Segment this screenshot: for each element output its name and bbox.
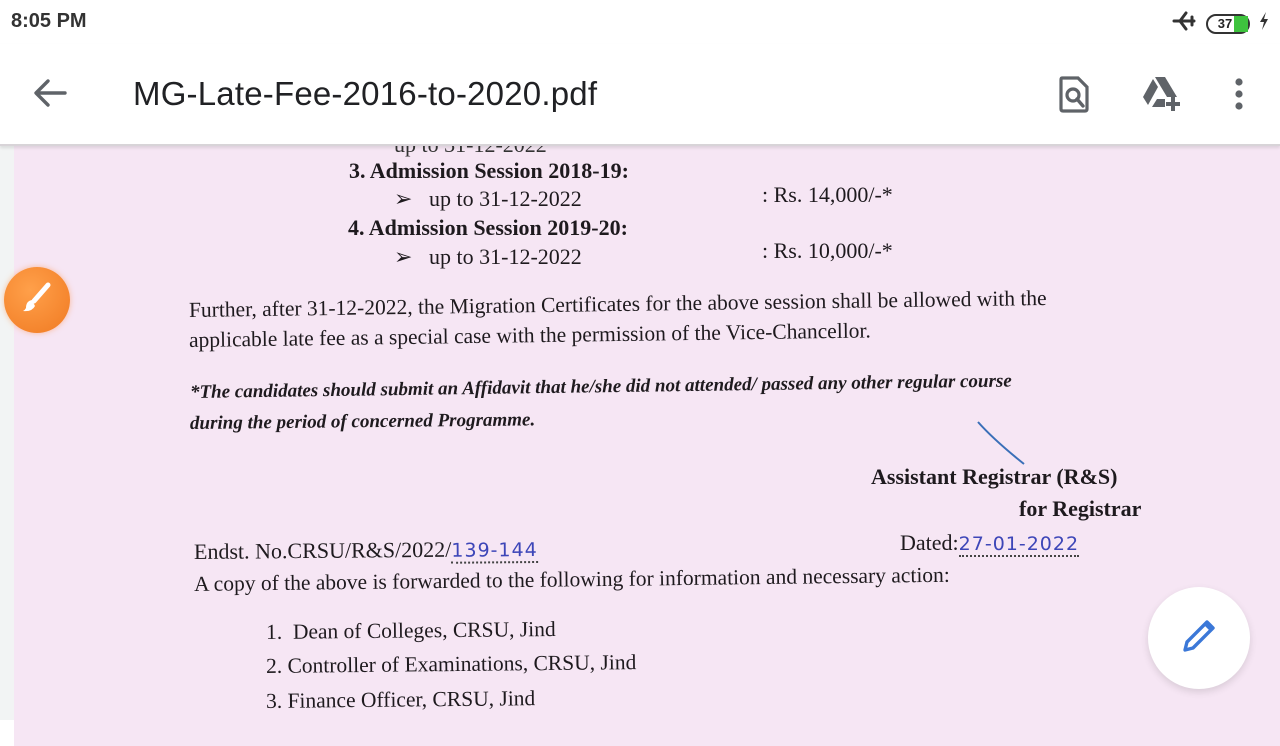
app-bar	[0, 44, 1280, 146]
charging-icon	[1258, 11, 1270, 36]
dated-field	[900, 530, 1079, 556]
dated-handwritten: 27-01-2022	[958, 533, 1080, 555]
back-button[interactable]	[30, 75, 70, 115]
recipient-item	[266, 686, 536, 714]
status-icons	[1172, 11, 1270, 36]
session-fee: : Rs. 10,000/-*	[762, 238, 893, 263]
further-paragraph-line: applicable late fee as a special case with the permission of the Vice-Chancellor.	[188, 318, 871, 352]
recipient-number: 3.	[265, 688, 283, 713]
edit-button[interactable]	[1148, 587, 1250, 689]
session-heading: 4. Admission Session 2019-20:	[348, 215, 628, 240]
document-search-icon	[1058, 75, 1090, 118]
battery-icon	[1206, 14, 1250, 34]
session-bullet-icon: ➢	[394, 186, 413, 211]
signatory-title: Assistant Registrar (R&S)	[871, 464, 1118, 489]
session-bullet-icon: ➢	[394, 244, 413, 269]
paint-brush-button[interactable]	[4, 267, 70, 333]
recipient-number: 1.	[265, 619, 283, 644]
more-vert-icon	[1234, 77, 1244, 116]
status-time: 8:05 PM	[11, 10, 87, 32]
session-period: up to 31-12-2022	[429, 244, 582, 269]
affidavit-note-line: during the period of concerned Programme.	[189, 409, 536, 434]
more-options-button[interactable]	[1217, 74, 1261, 118]
recipient-text: Controller of Examinations, CRSU, Jind	[287, 650, 637, 678]
signature-stroke	[974, 418, 1034, 468]
affidavit-note-line: *The candidates should submit an Affidavit that he/she did not attended/ passed any other regular course	[189, 370, 1012, 403]
endorsement-number	[194, 536, 538, 565]
endorsement-number-handwritten: 139-144	[451, 539, 538, 562]
recipient-item	[266, 650, 637, 679]
pdf-page	[14, 146, 1280, 746]
signatory-for: for Registrar	[1019, 496, 1142, 521]
dated-label: Dated:	[900, 530, 959, 555]
paint-brush-icon	[20, 281, 54, 320]
search-in-document-button[interactable]	[1052, 74, 1096, 118]
forward-line: A copy of the above is forwarded to the following for information and necessary action:	[193, 562, 950, 596]
session-heading: 3. Admission Session 2018-19:	[349, 158, 629, 183]
airplane-mode-icon	[1172, 11, 1198, 36]
pencil-icon	[1181, 618, 1217, 659]
session-period: up to 31-12-2022	[429, 186, 582, 211]
arrow-back-icon	[33, 78, 67, 113]
recipient-item	[266, 617, 556, 645]
recipient-number: 2.	[265, 653, 283, 678]
status-bar	[0, 0, 1280, 44]
session-fee: : Rs. 14,000/-*	[762, 182, 893, 207]
pdf-viewer[interactable]	[0, 146, 1280, 720]
drive-add-icon	[1141, 75, 1183, 118]
endorsement-label: Endst. No.CRSU/R&S/2022/	[193, 536, 452, 564]
recipient-text: Dean of Colleges, CRSU, Jind	[292, 616, 556, 644]
add-to-drive-button[interactable]	[1140, 74, 1184, 118]
document-title: MG-Late-Fee-2016-to-2020.pdf	[133, 75, 598, 112]
further-paragraph-line: Further, after 31-12-2022, the Migration Certificates for the above session shall be allowed with the	[188, 286, 1047, 322]
recipient-text: Finance Officer, CRSU, Jind	[287, 686, 536, 713]
battery-level: 37	[1217, 16, 1233, 31]
